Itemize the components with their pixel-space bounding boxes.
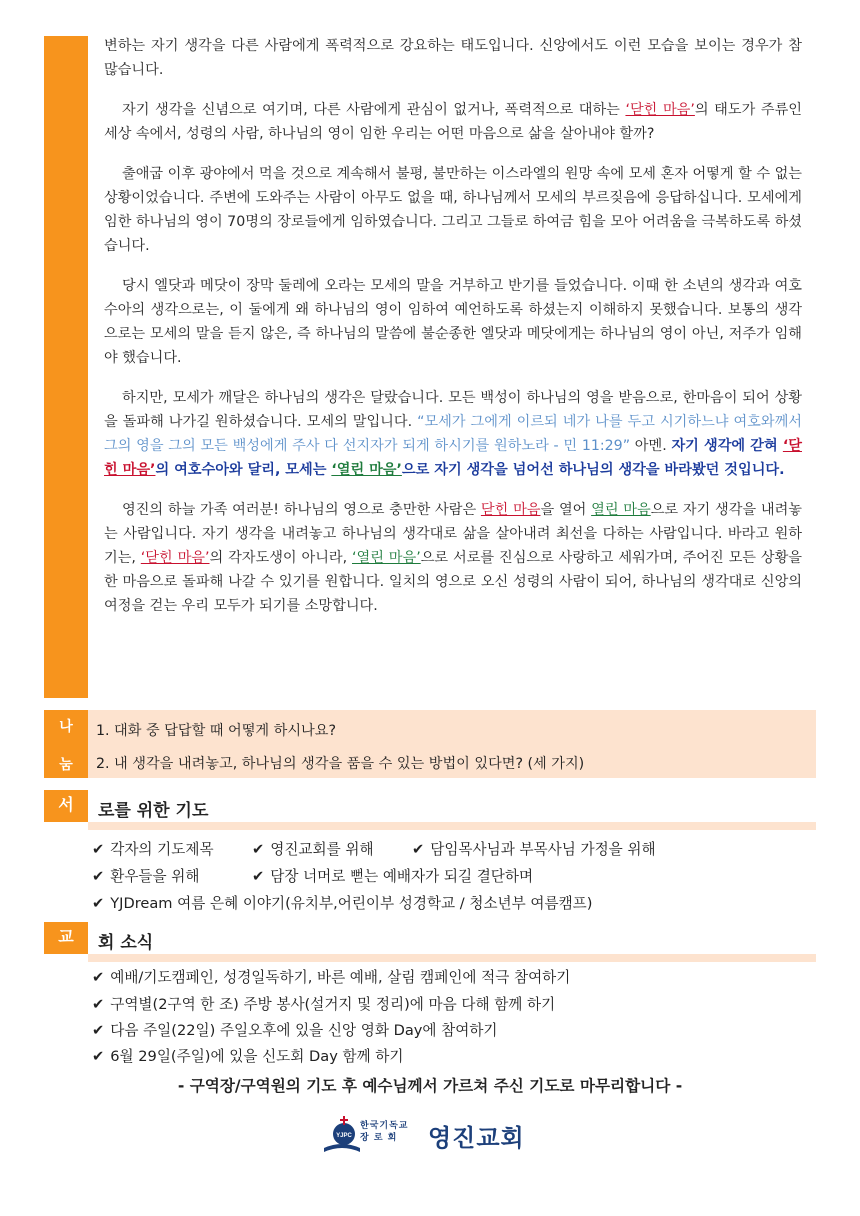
prayer-item: ✔ 각자의 기도제목: [92, 841, 214, 858]
news-item: ✔ 6월 29일(주일)에 있을 신도회 Day 함께 하기: [92, 1048, 404, 1065]
logo-church-name: 영진교회: [428, 1124, 525, 1152]
closed-heart-phrase: 닫힌 마음: [480, 502, 541, 518]
check-icon: ✔: [412, 841, 425, 858]
news-item: ✔ 다음 주일(22일) 주일오후에 있을 신앙 영화 Day에 참여하기: [92, 1022, 498, 1039]
news-tab: 교: [44, 922, 88, 954]
sharing-question-2: 2. 내 생각을 내려놓고, 하나님의 생각을 품을 수 있는 방법이 있다면? (세 가지): [96, 756, 585, 772]
church-emblem-icon: [322, 1116, 362, 1156]
news-item: ✔ 예배/기도캠페인, 성경일독하기, 바른 예배, 살림 캠페인에 적극 참여하기: [92, 969, 571, 986]
open-heart-phrase: ‘열린 마음’: [352, 550, 421, 566]
prayer-divider: [88, 822, 816, 830]
news-item: ✔ 구역별(2구역 한 조) 주방 봉사(설거지 및 정리)에 마음 다해 함께 하기: [92, 996, 556, 1013]
closed-heart-phrase: ‘닫힌 마음’: [140, 550, 210, 566]
paragraph-3: 출애굽 이후 광야에서 먹을 것으로 계속해서 불평, 불만하는 이스라엘의 원망 속에 모세 혼자 어떻게 할 수 없는 상황이었습니다. 주변에 도와주는 사람이 아무도 없을 때, 하나님께서 모세의 부르짖음에 응답하십니다. 모세에게 임한 하나님의 영이 70명의 장로들에게 임하였습니다. 그리고 그들로 하여금 힘을 모아 어려움을 극복하도록 하셨습니다.: [104, 166, 802, 254]
prayer-title: 로를 위한 기도: [98, 801, 209, 821]
prayer-item: ✔ YJDream 여름 은혜 이야기(유치부,어린이부 성경학교 / 청소년부 여름캠프): [92, 895, 593, 912]
check-icon: ✔: [92, 841, 105, 858]
open-heart-phrase: ‘열린 마음’: [331, 462, 402, 478]
check-icon: ✔: [92, 1048, 105, 1065]
news-title: 회 소식: [98, 933, 154, 953]
prayer-item: ✔ 담장 너머로 뻗는 예배자가 되길 결단하며: [252, 868, 534, 885]
paragraph-1: 변하는 자기 생각을 다른 사람에게 폭력적으로 강요하는 태도입니다. 신앙에서도 이런 모습을 보이는 경우가 참 많습니다.: [104, 38, 802, 78]
closing-note: - 구역장/구역원의 기도 후 예수님께서 가르쳐 주신 기도로 마무리합니다 -: [177, 1077, 683, 1095]
check-icon: ✔: [92, 1022, 105, 1039]
check-icon: ✔: [92, 969, 105, 986]
closed-heart-phrase: ‘닫힌 마음’: [104, 438, 802, 478]
logo-denomination: 한국기독교 장 로 회: [360, 1121, 409, 1143]
check-icon: ✔: [92, 996, 105, 1013]
scripture-quote: “모세가 그에게 이르되 네가 나를 두고 시기하느냐 여호와께서 그의 영을 그의 모든 백성에게 주사 다 선지자가 되게 하시기를 원하노라 - 민 11:29”: [104, 414, 802, 454]
paragraph-2: 자기 생각을 신념으로 여기며, 다른 사람에게 관심이 없거나, 폭력적으로 대하는 ‘닫힌 마음’의 태도가 주류인 세상 속에서, 성령의 사람, 하나님의 영이 임한 우리는 어떤 마음으로 삶을 살아내야 할까?: [104, 102, 802, 142]
paragraph-6: 영진의 하늘 가족 여러분! 하나님의 영으로 충만한 사람은 닫힌 마음을 열어 열린 마음으로 자기 생각을 내려놓는 사람입니다. 자기 생각을 내려놓고 하나님의 생각대로 삶을 살아내려 최선을 다하는 사람입니다. 바라고 원하기는, ‘닫힌 마음’의 각자도생이 아니라, ‘열린 마음’으로 서로를 진심으로 사랑하고 세워가며, 주어진 모든 상황을 한 마음으로 돌파해 나갈 수 있기를 원합니다. 일치의 영으로 오신 성령의 사람이 되어, 하나님의 생각대로 신앙의 여정을 걷는 우리 모두가 되기를 소망합니다.: [104, 502, 802, 614]
open-heart-phrase: 열린 마음: [591, 502, 651, 518]
closed-heart-phrase: ‘닫힌 마음’: [625, 102, 695, 118]
check-icon: ✔: [92, 868, 105, 885]
church-logo: [322, 1114, 552, 1158]
paragraph-5: 하지만, 모세가 깨달은 하나님의 생각은 달랐습니다. 모든 백성이 하나님의 영을 받음으로, 한마음이 되어 상황을 돌파해 나가길 원하셨습니다. 모세의 말입니다. “모세가 그에게 이르되 네가 나를 두고 시기하느냐 여호와께서 그의 영을 그의 모든 백성에게 주사 다 선지자가 되게 하시기를 원하노라 - 민 11:29” 아멘. 자기 생각에 갇혀 ‘닫힌 마음’의 여호수아와 달리, 모세는 ‘열린 마음’으로 자기 생각을 넘어선 하나님의 생각을 바라봤던 것입니다.: [104, 390, 802, 478]
sharing-question-1: 1. 대화 중 답답할 때 어떻게 하시나요?: [96, 723, 336, 739]
sharing-section: [44, 710, 816, 778]
left-accent-bar: [44, 36, 88, 698]
check-icon: ✔: [92, 895, 105, 912]
prayer-item: ✔ 영진교회를 위해: [252, 841, 374, 858]
news-divider: [88, 954, 816, 962]
prayer-item: ✔ 담임목사님과 부목사님 가정을 위해: [412, 841, 656, 858]
prayer-tab: 서: [44, 790, 88, 822]
check-icon: ✔: [252, 841, 265, 858]
prayer-item: ✔ 환우들을 위해: [92, 868, 200, 885]
svg-text:YJPC: YJPC: [336, 1133, 352, 1139]
sharing-tab: 나 눔: [44, 710, 88, 778]
sermon-body: [104, 34, 802, 634]
paragraph-4: 당시 엘닷과 메닷이 장막 둘레에 오라는 모세의 말을 거부하고 반기를 들었습니다. 이때 한 소년의 생각과 여호수아의 생각으로는, 이 둘에게 왜 하나님의 영이 임하여 예언하도록 하셨는지 이해하지 못했습니다. 보통의 생각으로는 모세의 말을 듣지 않은, 즉 하나님의 말씀에 불순종한 엘닷과 메닷에게는 하나님의 영이 아닌, 저주가 임해야 했습니다.: [104, 278, 802, 366]
check-icon: ✔: [252, 868, 265, 885]
